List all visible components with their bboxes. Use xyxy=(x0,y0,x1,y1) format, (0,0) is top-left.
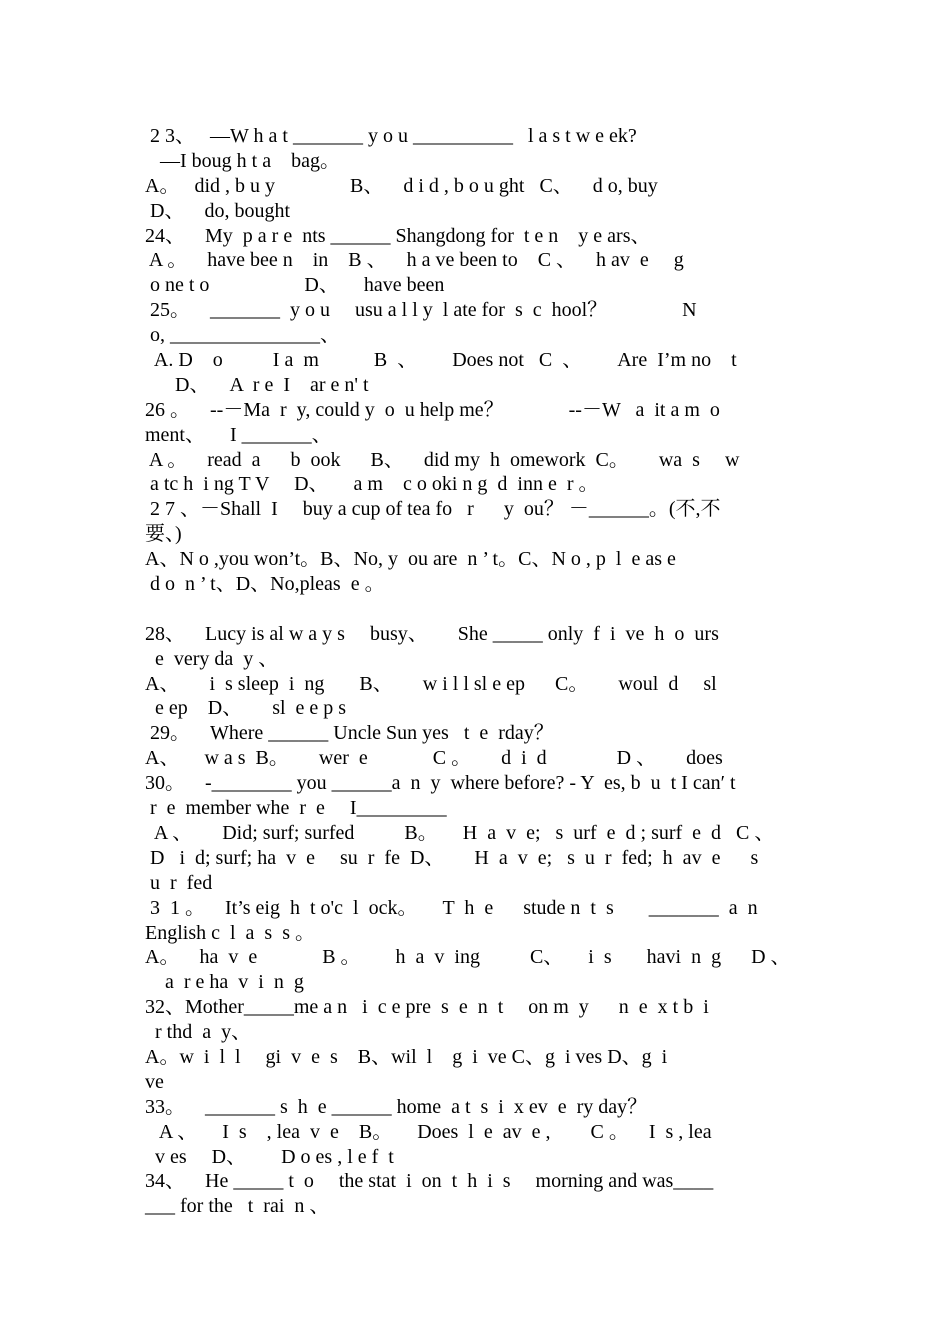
text-line: A 、 I s , lea v e B。 Does l e av e , C 。 I s , lea xyxy=(145,1120,712,1143)
text-line: a tc h i ng T V D、 a m c o oki n g d inn e r 。 xyxy=(145,473,599,496)
text-line: ment、 I _______、 xyxy=(145,423,332,446)
text-line: r e member whe r e I_________ xyxy=(145,797,447,820)
text-line: e ep D、 sl e e p s xyxy=(145,697,347,720)
text-line: 3 1 。 It’s eig h t o'c l ock。 T h e stude n t s _______ a n xyxy=(145,896,758,919)
text-line: 25。 _______ y o u usu a l l y l ate for s c hool？ N xyxy=(145,299,697,322)
blank-line xyxy=(145,597,810,622)
text-line: A 、 Did; surf; surfed B。 H a v e; s urf e d ; surf e d C 、 xyxy=(145,821,775,844)
exercise-text xyxy=(145,124,810,1219)
text-line: 32、Mother_____me a n i c e pre s e n t on m y n e x t b i xyxy=(145,996,709,1019)
text-line: A. D o I a m B 、 Does not C 、 Are I’m no t xyxy=(145,349,737,372)
text-line: A、 w a s B。 wer e C 。 d i d D 、 does xyxy=(145,747,723,770)
text-line: 34、 He _____ t o the stat i on t h i s morning and was____ xyxy=(145,1170,714,1193)
text-line: 24、 My p a r e nts ______ Shangdong for t e n y e ars、 xyxy=(145,224,651,247)
text-line: A。w i l l gi v e s B、wil l g i ve C、g i ves D、g i xyxy=(145,1045,668,1068)
text-line: A。 ha v e B 。 h a v ing C、 i s havi n g D 、 xyxy=(145,946,791,969)
text-line: 26 。 --－Ma r y, could y o u help me？ --－W a it a m o xyxy=(145,398,720,421)
text-line: D、 A r e I ar e n' t xyxy=(145,373,369,396)
text-line: —I boug h t a bag。 xyxy=(145,149,340,172)
text-line: A、N o ,you won’t。B、No, y ou are n ’ t。C、N o , p l e as e xyxy=(145,548,676,571)
text-line: A、 i s sleep i ng B、 w i l l sl e ep C。 woul d sl xyxy=(145,672,717,695)
text-line: v es D、 D o es , l e f t xyxy=(145,1145,394,1168)
text-line: a r e ha v i n g xyxy=(145,971,304,994)
text-line: 33。 _______ s h e ______ home a t s i x ev e ry day？ xyxy=(145,1095,648,1118)
text-line: D i d; surf; ha v e su r fe D、 H a v e; s u r fed; h av e s xyxy=(145,846,759,869)
text-line: A。 did , b u y B、 d i d , b o u ght C、 d o, buy xyxy=(145,174,658,197)
text-line: ve xyxy=(145,1070,164,1093)
text-line: o, _______________、 xyxy=(145,324,340,347)
text-line: A 。 read a b ook B、 did my h omework C。 wa s w xyxy=(145,448,740,471)
text-line: r thd a y、 xyxy=(145,1021,252,1044)
text-line: 2 3、 —W h a t _______ y o u __________ l a s t w e ek? xyxy=(145,125,637,147)
text-line: o ne t o D、 have been xyxy=(145,274,445,297)
text-line: English c l a s s 。 xyxy=(145,921,315,944)
text-line: 要、) xyxy=(145,523,182,546)
text-line: 30。 -________ you ______a n y where before? - Y es, b u t I can′ t xyxy=(145,772,736,795)
text-line: D、 do, bought xyxy=(145,199,290,222)
text-line: e very da y 、 xyxy=(145,647,279,670)
text-line: u r fed xyxy=(145,871,213,894)
text-line: ___ for the t rai n 、 xyxy=(145,1195,330,1218)
text-line: A 。 have bee n in B 、 h a ve been to C 、 h av e g xyxy=(145,249,684,272)
text-line: d o n ’ t、D、No,pleas e 。 xyxy=(145,573,385,596)
text-line: 2 7 、－Shall I buy a cup of tea fo r y ou？ －______。(不,不 xyxy=(145,498,721,521)
text-line: 29。 Where ______ Uncle Sun yes t e rday？ xyxy=(145,722,554,745)
text-line: 28、 Lucy is al w a y s busy、 She _____ only f i ve h o urs xyxy=(145,622,719,645)
